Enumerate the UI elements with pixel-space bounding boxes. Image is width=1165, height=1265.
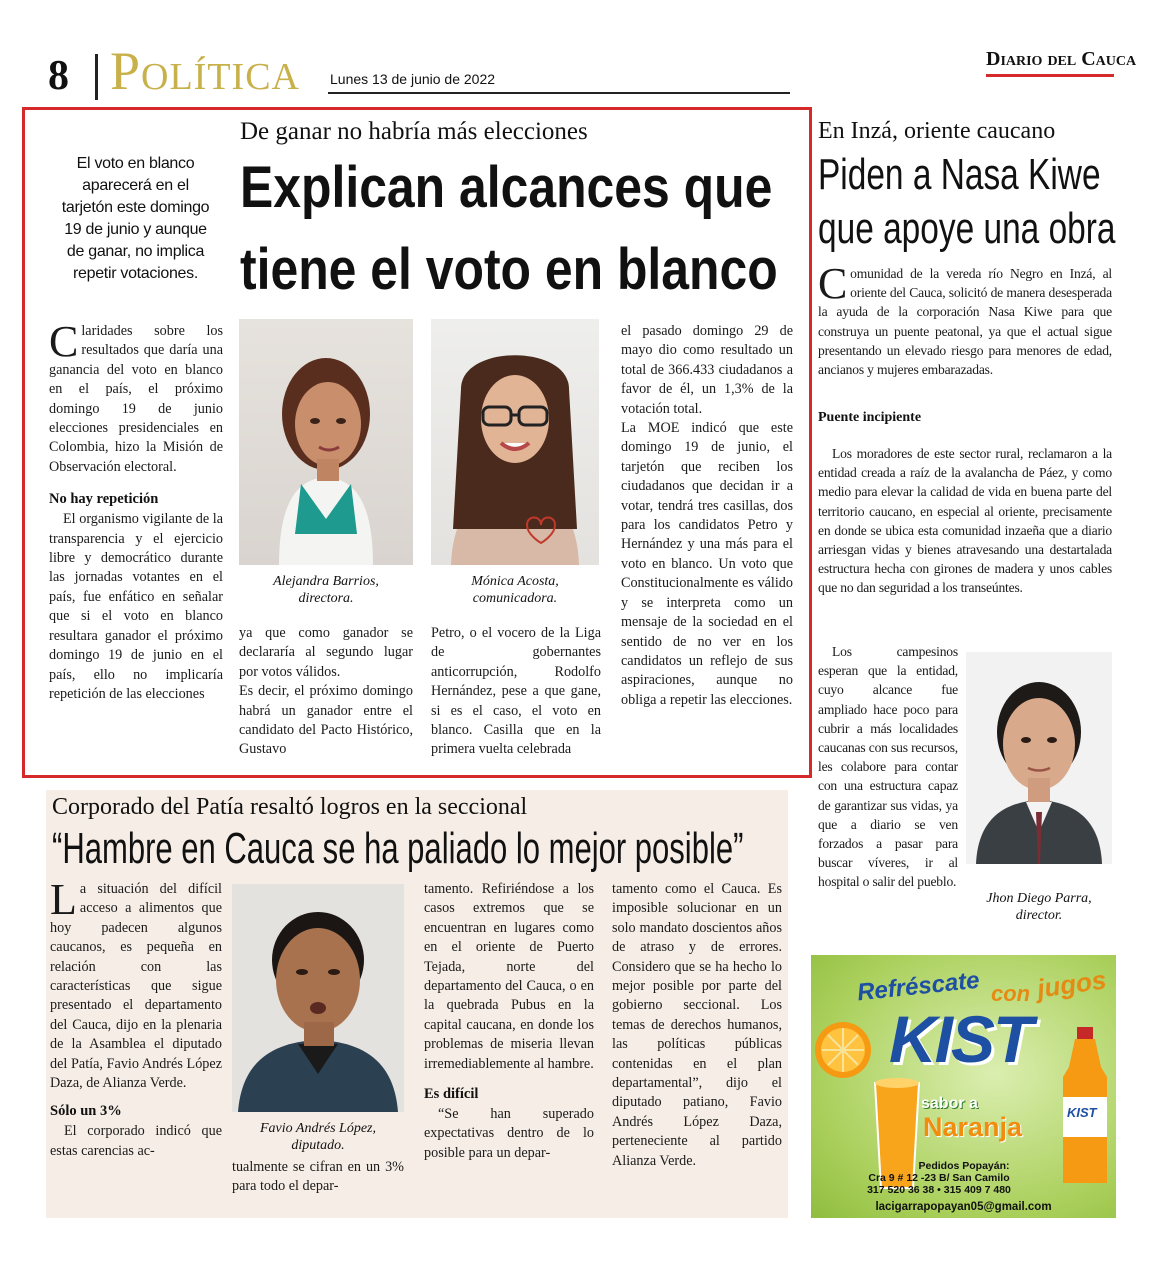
side-intro-paragraph: Comunidad de la vereda río Negro en Inzá, al oriente del Cauca, solicitó de manera desesperada la ayuda de la corporación Nasa Kiwe para que construya un puente peatonal, ya que el actual sigue presentando un elevado riesgo para menores de edad, ancianos y mujeres embarazadas. <box>818 259 1112 378</box>
photo2-caption <box>431 573 599 607</box>
orange-slice-icon <box>813 1015 873 1085</box>
bottom-col3-paragraph-2: “Se han superado expectativas dentro de lo posible para un depar- <box>424 1106 594 1161</box>
side-subhead: Puente incipiente <box>818 410 922 425</box>
bottom-col4-paragraph: tamento como el Cauca. Es imposible solucionar en un solo mandato doscientos años de atraso y de errores. Considero que se ha hecho lo mejor posible por parte del gobierno seccional. Los temas de derechos humanos, las políticas públicas contenidas en el plan departamental”, dijo el diputado patiano, Favio Andrés López Daza, perteneciente al partido Alianza Verde. <box>612 881 782 1169</box>
bottom-subhead-1: Sólo un 3% <box>50 1103 122 1120</box>
main-col1-paragraph: El organismo vigilante de la transparencia y el ejercicio libre y democrático durante las jornadas votantes en el país, fue enfático en señalar que si el voto en blanco resultara ganador el próximo domingo 19 de junio en el país, ello no implicaría repetición de las elecciones <box>49 511 223 702</box>
side-photo-caption-role: director. <box>1015 908 1063 923</box>
ad-address: Cra 9 # 12 -23 B/ San Camilo <box>868 1172 1010 1184</box>
main-subhead: No hay repetición <box>49 491 159 508</box>
side-headline-line-2: que apoye una obra <box>818 204 1116 253</box>
photo1-caption-role: directora. <box>298 591 354 606</box>
ad-bottle-label: KIST <box>1067 1105 1097 1120</box>
bottom-headline: “Hambre en Cauca se ha paliado lo mejor posible” <box>52 824 744 873</box>
side-paragraph-2: Los campesinos esperan que la entidad, cuyo alcance fue ampliado hace poco para cubrir a más localidades caucanas con sus recursos, les colabore para contar con una estructura capaz de garantizar sus vidas, ya que a diario se ven forzados a pasar para buscar víveres, ir al hospital o salir del pueblo. <box>818 644 958 890</box>
section-title: Política <box>110 41 300 101</box>
page-number: 8 <box>48 53 69 99</box>
side-kicker: En Inzá, oriente caucano <box>818 118 1056 144</box>
bottom-col1-paragraph: El corporado indicó que estas carencias ac- <box>50 1123 222 1159</box>
ad-tagline-1: Refréscate <box>855 966 981 1007</box>
headline-line-2: tiene el voto en blanco <box>240 237 778 302</box>
main-col2-paragraph: ya que como ganador se declararía al segundo lugar por votos válidos. Es decir, el próximo domingo habrá un ganador entre el candidato del Pacto Histórico, Gustavo <box>239 625 413 758</box>
kist-advertisement[interactable] <box>811 955 1116 1218</box>
page-header <box>0 0 1165 110</box>
bottom-subhead-2: Es difícil <box>424 1086 479 1103</box>
bottom-photo-caption-name: Favio Andrés López, <box>259 1121 376 1136</box>
bottom-photo-caption <box>232 1120 404 1154</box>
photo-jhon-diego-parra <box>966 652 1112 864</box>
article-summary: El voto en blanco aparecerá en el tarjetón este domingo 19 de junio y aunque de ganar, no implica repetir votaciones. <box>61 155 210 282</box>
portrait-woman-1 <box>239 319 413 565</box>
photo-monica-acosta <box>431 319 599 565</box>
article-kicker: De ganar no habría más elecciones <box>240 118 588 145</box>
side-headline-line-1: Piden a Nasa Kiwe <box>818 150 1101 199</box>
ad-brand: KIST <box>889 1002 1032 1076</box>
bottom-col-1 <box>50 875 222 1161</box>
side-photo-caption-name: Jhon Diego Parra, <box>986 891 1092 906</box>
ad-orders-label: Pedidos Popayán: <box>918 1160 1010 1172</box>
header-separator <box>95 54 98 100</box>
main-article <box>22 107 812 778</box>
photo2-caption-role: comunicadora. <box>472 591 558 606</box>
ad-email[interactable]: lacigarrapopayan05@gmail.com <box>875 1201 1052 1213</box>
issue-date: Lunes 13 de junio de 2022 <box>330 71 496 87</box>
ad-flavor-1: sabor a <box>921 1095 978 1112</box>
bottom-kicker: Corporado del Patía resaltó logros en la seccional <box>52 794 528 820</box>
main-col-1 <box>49 317 223 704</box>
photo-favio-andres-lopez <box>232 884 404 1112</box>
photo-alejandra-barrios <box>239 319 413 565</box>
bottom-col2-paragraph: tualmente se cifran en un 3% para todo el depar- <box>232 1159 404 1195</box>
masthead: Diario del Cauca <box>986 48 1137 70</box>
photo1-caption <box>239 573 413 607</box>
ad-flavor-2: Naranja <box>923 1112 1023 1142</box>
bottom-photo-caption-role: diputado. <box>291 1138 345 1153</box>
main-col4-paragraph: el pasado domingo 29 de mayo dio como resultado un total de 366.433 ciudadanos a favor de él, un 1,3% de la votación total. La MOE indicó que este domingo 19 de junio, el tarjetón que reciben los ciudadanos que decidan ir a votar, tendrá tres casillas, dos para los candidatos Petro y Hernández y una más para el voto en blanco. Un voto que Constitucionalmente es válido y se interpreta como un mensaje de la sociedad en el sentido de no ver en los candidatos un reflejo de sus aspiraciones, aunque no obliga a repetir las elecciones. <box>621 323 793 708</box>
photo2-caption-name: Mónica Acosta, <box>471 574 559 589</box>
header-rule <box>328 92 790 94</box>
side-article <box>816 112 1116 947</box>
main-col3-paragraph: Petro, o el vocero de la Liga de gobernantes anticorrupción, Rodolfo Hernández, pese a que gane, si es el caso, el voto en blanco. Casilla que en la primera vuelta celebrada <box>431 625 601 758</box>
masthead-rule <box>986 74 1114 77</box>
portrait-woman-2 <box>431 319 599 565</box>
side-paragraph-1: Los moradores de este sector rural, reclamaron a la entidad creada a raíz de la avalancha de Páez, y como medio para elevar la calidad de vida en buena parte del territorio caucano, en especial al oriente, precisamente en donde se ubica esta comunidad inzaeña que a diario arriesgan vidas y bienes atravesando una destartalada estructura hecha con girones de madera y unos cables que no dan seguridad a los transeúntes. <box>818 446 1112 596</box>
bottom-intro-paragraph: La situación del difícil acceso a alimentos que hoy padecen algunos caucanos, es pequeña en relación con las características que sigue presentado el departamento del Cauca, dijo en la plenaria de la Asamblea el diputado del Patía, Favio Andrés López Daza, de Alianza Verde. <box>50 875 222 1092</box>
ad-tagline-2: con <box>991 981 1031 1006</box>
ad-phones: 317 520 36 38 • 315 409 7 480 <box>867 1184 1011 1196</box>
portrait-man-2 <box>232 884 404 1112</box>
ad-tagline-3: jugos <box>1035 964 1109 1004</box>
headline-line-1: Explican alcances que <box>240 155 773 220</box>
photo1-caption-name: Alejandra Barrios, <box>273 574 379 589</box>
bottom-article <box>46 790 788 1218</box>
side-photo-caption <box>966 890 1112 924</box>
portrait-man-1 <box>966 652 1112 864</box>
main-intro-paragraph: Claridades sobre los resultados que daría una ganancia del voto en blanco en el país, el próximo domingo 19 de junio elecciones presidenciales en Colombia, hizo la Misión de Observación electoral. <box>49 317 223 475</box>
bottom-col3-paragraph: tamento. Refiriéndose a los casos extremos que se encuentran en lugares como en el oriente de Puerto Tejada, norte del departamento del Cauca, o en la quebrada Pubus en la capital caucana, en donde los problemas de miseria llevan irremediablemente al hambre. <box>424 881 594 1072</box>
bottom-col-3 <box>424 880 594 1163</box>
